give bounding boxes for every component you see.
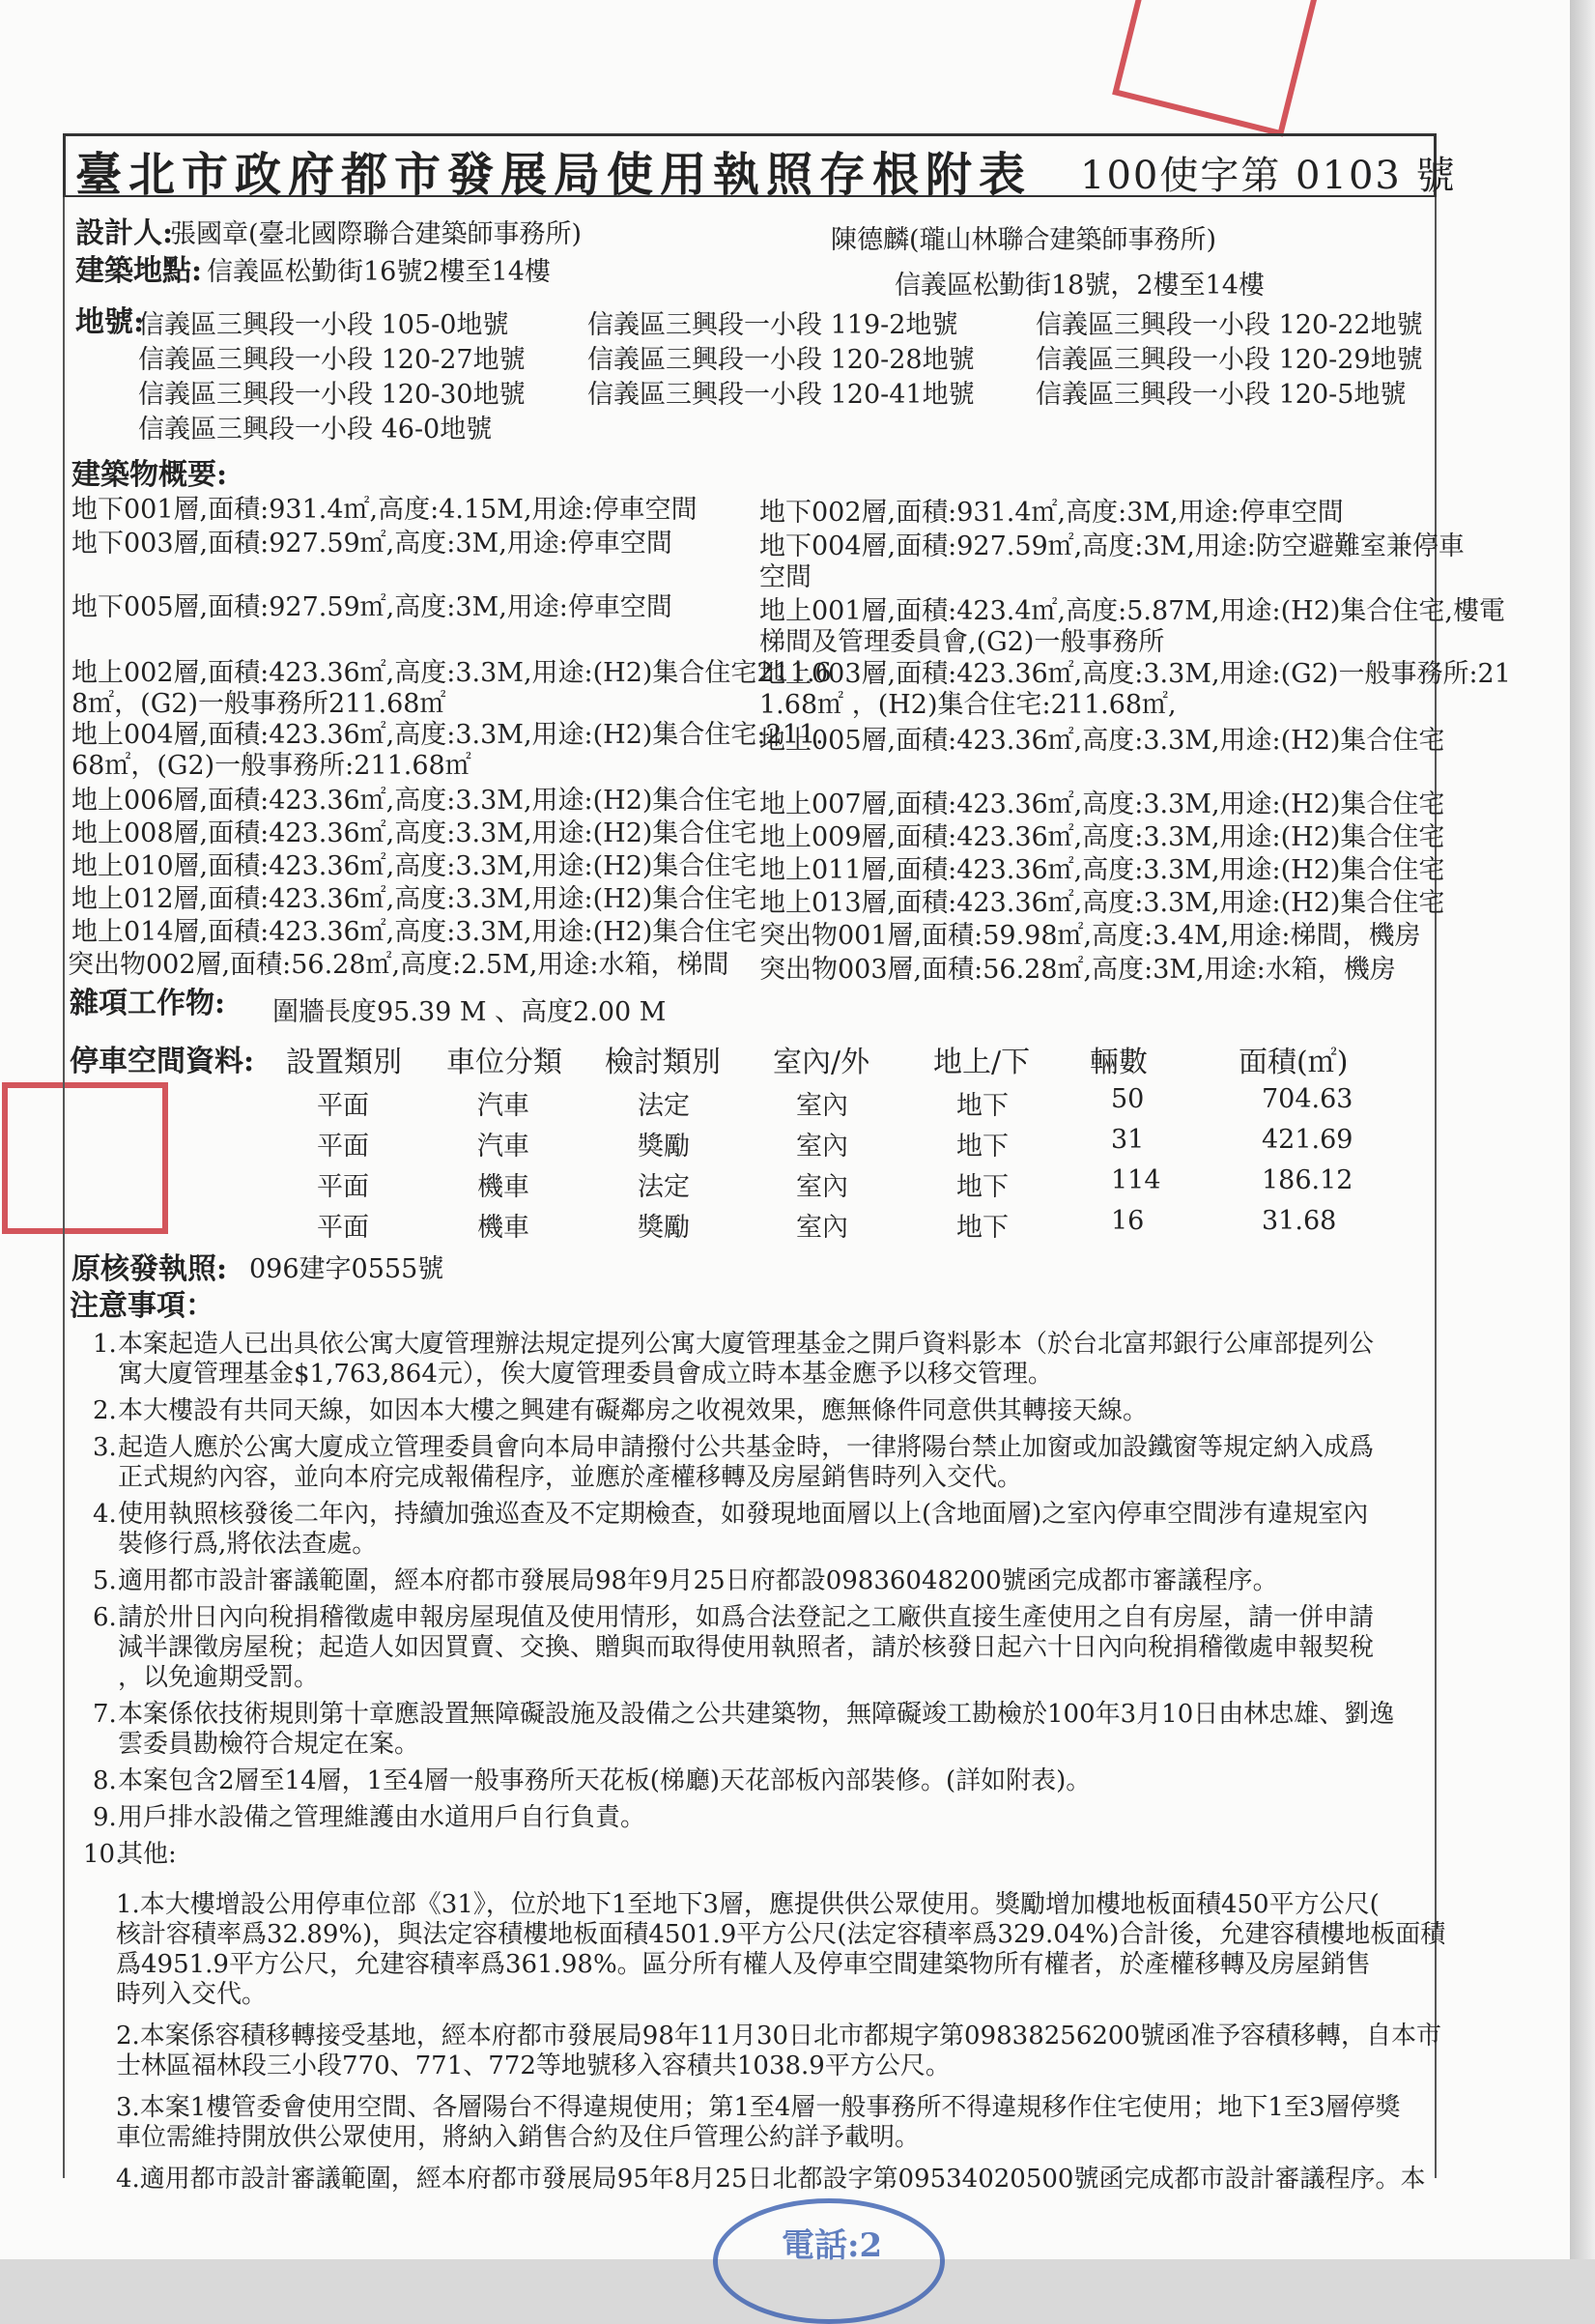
lot-number: 信義區三興段一小段 120-29地號: [1036, 345, 1423, 375]
note-number: 3.: [93, 1433, 117, 1462]
floor-entry: 突出物001層,面積:59.98㎡,高度:3.4M,用途:梯間，機房: [759, 921, 1421, 951]
notes-label: 注意事項：: [70, 1289, 214, 1323]
lot-number: 信義區三興段一小段 120-28地號: [587, 345, 975, 375]
floor-entry: 地上004層,面積:423.36㎡,高度:3.3M,用途:(H2)集合住宅:211.: [71, 720, 824, 750]
parking-cell: 平面: [317, 1091, 369, 1121]
note-number: 8.: [93, 1766, 117, 1795]
sub-note-line: 爲4951.9平方公尺，允建容積率爲361.98%。區分所有權人及停車空間建築物所有權者，於產權移轉及房屋銷售: [116, 1950, 1371, 1979]
parking-cell: 機車: [477, 1213, 529, 1243]
parking-label: 停車空間資料:: [70, 1045, 255, 1078]
floor-entry: 突出物003層,面積:56.28㎡,高度:3M,用途:水箱，機房: [759, 955, 1396, 985]
note-number: 5.: [93, 1566, 117, 1595]
parking-cell: 獎勵: [638, 1132, 690, 1162]
floor-entry: 地下002層,面積:931.4㎡,高度:3M,用途:停車空間: [759, 498, 1344, 528]
parking-cell: 室內: [796, 1172, 848, 1202]
floor-entry-cont: 1.68㎡ ，(H2)集合住宅:211.68㎡,: [759, 690, 1177, 720]
parking-header: 設置類別: [286, 1046, 402, 1079]
original-permit-value: 096建字0555號: [249, 1254, 444, 1284]
floor-entry-cont: 8㎡，(G2)一般事務所211.68㎡: [71, 689, 446, 719]
note-line: 本案包含2層至14層，1至4層一般事務所天花板(梯廳)天花部板內部裝修。(詳如附表)。: [118, 1766, 1092, 1795]
note-number: 9.: [93, 1803, 117, 1832]
note-number: 1.: [93, 1330, 117, 1359]
parking-cell: 平面: [317, 1132, 369, 1162]
sub-note-line: 士林區福林段三小段770、771、772等地號移入容積共1038.9平方公尺。: [116, 2051, 951, 2080]
note-number: 7.: [93, 1700, 117, 1729]
parking-header: 輛數: [1090, 1046, 1148, 1079]
floor-entry-cont: 68㎡，(G2)一般事務所:211.68㎡: [71, 751, 471, 781]
note-line: 正式規約內容，並向本府完成報備程序，並應於產權移轉及房屋銷售時列入交代。: [118, 1463, 1023, 1492]
note-line: 其他:: [118, 1840, 177, 1869]
building-summary-label: 建築物概要:: [71, 458, 228, 492]
parking-cell: 31: [1111, 1125, 1145, 1155]
designer-name-1: 張國章(臺北國際聯合建築師事務所): [170, 219, 583, 249]
note-line: 使用執照核發後二年內，持續加強巡查及不定期檢查，如發現地面層以上(含地面層)之室內停車空間涉有違規室內: [118, 1500, 1369, 1529]
page-title: 臺北市政府都市發展局使用執照存根附表: [75, 148, 1033, 202]
lot-number: 信義區三興段一小段 120-27地號: [138, 345, 526, 375]
parking-cell: 法定: [638, 1172, 690, 1202]
parking-cell: 114: [1111, 1165, 1161, 1195]
note-number: 2.: [93, 1396, 117, 1425]
floor-entry: 地上014層,面積:423.36㎡,高度:3.3M,用途:(H2)集合住宅: [71, 917, 757, 947]
parking-cell: 室內: [796, 1091, 848, 1121]
note-number: 4.: [93, 1500, 117, 1529]
parking-cell: 421.69: [1262, 1125, 1353, 1155]
floor-entry-cont: 梯間及管理委員會,(G2)一般事務所: [759, 627, 1165, 657]
parking-cell: 汽車: [477, 1132, 529, 1162]
note-line: 雲委員勘檢符合規定在案。: [118, 1730, 420, 1759]
parking-cell: 獎勵: [638, 1213, 690, 1243]
sub-note-line: 3.本案1樓管委會使用空間、各層陽台不得違規使用；第1至4層一般事務所不得違規移作住宅使用；地下1至3層停獎: [116, 2093, 1401, 2122]
floor-entry: 地下003層,面積:927.59㎡,高度:3M,用途:停車空間: [71, 529, 672, 559]
note-line: 本案起造人已出具依公寓大廈管理辦法規定提列公寓大廈管理基金之開戶資料影本（於台北富邦銀行公庫部提列公: [118, 1330, 1375, 1359]
parking-cell: 汽車: [477, 1091, 529, 1121]
floor-entry-cont: 空間: [759, 562, 812, 592]
floor-entry: 地下005層,面積:927.59㎡,高度:3M,用途:停車空間: [71, 592, 672, 622]
parking-cell: 50: [1111, 1084, 1145, 1114]
parking-cell: 704.63: [1262, 1084, 1353, 1114]
floor-entry: 地上007層,面積:423.36㎡,高度:3.3M,用途:(H2)集合住宅: [759, 789, 1445, 819]
lot-number: 信義區三興段一小段 119-2地號: [587, 310, 958, 340]
note-line: 請於卅日內向稅捐稽徵處申報房屋現值及使用情形，如爲合法登記之工廠供直接生產使用之自有房屋，請一併申請: [118, 1603, 1375, 1632]
floor-entry: 地上002層,面積:423.36㎡,高度:3.3M,用途:(H2)集合住宅211.6: [71, 658, 832, 688]
parking-cell: 室內: [796, 1213, 848, 1243]
lot-number: 信義區三興段一小段 120-22地號: [1036, 310, 1423, 340]
parking-header: 地上/下: [933, 1046, 1031, 1079]
parking-header: 檢討類別: [605, 1046, 721, 1079]
sub-note-line: 時列入交代。: [116, 1980, 268, 2009]
floor-entry: 地上005層,面積:423.36㎡,高度:3.3M,用途:(H2)集合住宅: [759, 726, 1445, 756]
page-edge: [1570, 0, 1595, 2259]
lot-number: 信義區三興段一小段 120-30地號: [138, 380, 526, 410]
note-line: 本大樓設有共同天線，如因本大樓之興建有礙鄰房之收視效果，應無條件同意供其轉接天線。: [118, 1396, 1149, 1425]
floor-entry: 地上008層,面積:423.36㎡,高度:3.3M,用途:(H2)集合住宅: [71, 818, 757, 848]
parking-cell: 地下: [956, 1213, 1009, 1243]
misc-works-value: 圍牆長度95.39 M 、高度2.00 M: [272, 997, 667, 1027]
note-line: 用戶排水設備之管理維護由水道用戶自行負責。: [118, 1803, 646, 1832]
lot-number: 信義區三興段一小段 120-41地號: [587, 380, 975, 410]
floor-entry: 地上003層,面積:423.36㎡,高度:3.3M,用途:(G2)一般事務所:21: [759, 659, 1511, 689]
sub-note-line: 核計容積率爲32.89%)，與法定容積樓地板面積4501.9平方公尺(法定容積率爲329.04%)合計後，允建容積樓地板面積: [116, 1920, 1446, 1949]
floor-entry: 地上006層,面積:423.36㎡,高度:3.3M,用途:(H2)集合住宅: [71, 786, 757, 816]
floor-entry: 地上012層,面積:423.36㎡,高度:3.3M,用途:(H2)集合住宅: [71, 884, 757, 914]
note-number: 6.: [93, 1603, 117, 1632]
license-number: 100使字第 0103 號: [1080, 154, 1457, 198]
lot-number: 信義區三興段一小段 46-0地號: [138, 415, 493, 445]
bottom-seal-text: 電話:2: [782, 2226, 883, 2265]
lot-number: 信義區三興段一小段 120-5地號: [1036, 380, 1407, 410]
misc-works-label: 雜項工作物:: [70, 987, 226, 1020]
location-label: 建築地點:: [75, 254, 203, 288]
sub-note-line: 4.適用都市設計審議範圍，經本府都市發展局95年8月25日北都設字第09534020500號函完成都市設計審議程序。本: [116, 2165, 1426, 2194]
designer-label: 設計人:: [75, 216, 174, 250]
bottom-phone-seal: [713, 2198, 945, 2324]
parking-cell: 平面: [317, 1172, 369, 1202]
location-address-2: 信義區松勤街18號，2樓至14樓: [895, 271, 1265, 301]
designer-name-2: 陳德麟(瓏山林聯合建築師事務所): [831, 225, 1217, 255]
note-line: ，以免逾期受罰。: [118, 1663, 320, 1692]
parking-cell: 地下: [956, 1132, 1009, 1162]
parking-header: 面積(㎡): [1239, 1046, 1349, 1079]
floor-entry: 突出物002層,面積:56.28㎡,高度:2.5M,用途:水箱，梯間: [68, 950, 729, 980]
sub-note-line: 2.本案係容積移轉接受基地，經本府都市發展局98年11月30日北市都規字第09838256200號函准予容積移轉，自本市: [116, 2022, 1442, 2051]
sub-note-line: 1.本大樓增設公用停車位部《31》，位於地下1至地下3層，應提供供公眾使用。獎勵增加樓地板面積450平方公尺(: [116, 1890, 1380, 1919]
lots-label: 地號:: [75, 305, 145, 339]
floor-entry: 地上009層,面積:423.36㎡,高度:3.3M,用途:(H2)集合住宅: [759, 822, 1445, 852]
parking-cell: 平面: [317, 1213, 369, 1243]
floor-entry: 地上010層,面積:423.36㎡,高度:3.3M,用途:(H2)集合住宅: [71, 851, 757, 881]
floor-entry: 地上013層,面積:423.36㎡,高度:3.3M,用途:(H2)集合住宅: [759, 888, 1445, 918]
note-line: 本案係依技術規則第十章應設置無障礙設施及設備之公共建築物，無障礙竣工勘檢於100年3月10日由林忠雄、劉逸: [118, 1700, 1395, 1729]
floor-entry: 地上001層,面積:423.4㎡,高度:5.87M,用途:(H2)集合住宅,樓電: [759, 596, 1506, 626]
parking-cell: 地下: [956, 1172, 1009, 1202]
parking-cell: 31.68: [1262, 1206, 1337, 1236]
floor-entry: 地上011層,面積:423.36㎡,高度:3.3M,用途:(H2)集合住宅: [759, 855, 1445, 885]
parking-header: 車位分類: [446, 1046, 562, 1079]
note-line: 減半課徵房屋稅；起造人如因買賣、交換、贈與而取得使用執照者，請於核發日起六十日內向稅捐稽徵處申報契稅: [118, 1633, 1375, 1662]
parking-cell: 室內: [796, 1132, 848, 1162]
lot-number: 信義區三興段一小段 105-0地號: [138, 310, 509, 340]
floor-entry: 地下004層,面積:927.59㎡,高度:3M,用途:防空避難室兼停車: [759, 531, 1465, 561]
location-address-1: 信義區松勤街16號2樓至14樓: [207, 257, 551, 287]
parking-cell: 地下: [956, 1091, 1009, 1121]
note-line: 適用都市設計審議範圍，經本府都市發展局98年9月25日府都設09836048200號函完成都市審議程序。: [118, 1566, 1278, 1595]
original-permit-label: 原核發執照:: [71, 1252, 228, 1286]
sub-note-line: 車位需維持開放供公眾使用，將納入銷售合約及住戶管理公約詳予載明。: [116, 2123, 921, 2152]
parking-cell: 機車: [477, 1172, 529, 1202]
parking-cell: 16: [1111, 1206, 1145, 1236]
note-line: 裝修行爲,將依法查處。: [118, 1530, 378, 1559]
parking-cell: 法定: [638, 1091, 690, 1121]
note-line: 起造人應於公寓大廈成立管理委員會向本局申請撥付公共基金時，一律將陽台禁止加窗或加設鐵窗等規定納入成爲: [118, 1433, 1375, 1462]
parking-cell: 186.12: [1262, 1165, 1353, 1195]
note-line: 寓大廈管理基金$1,763,864元），俟大廈管理委員會成立時本基金應予以移交管理。: [118, 1360, 1053, 1389]
parking-header: 室內/外: [773, 1046, 870, 1079]
note-number: 10.: [83, 1840, 124, 1869]
floor-entry: 地下001層,面積:931.4㎡,高度:4.15M,用途:停車空間: [71, 495, 698, 525]
